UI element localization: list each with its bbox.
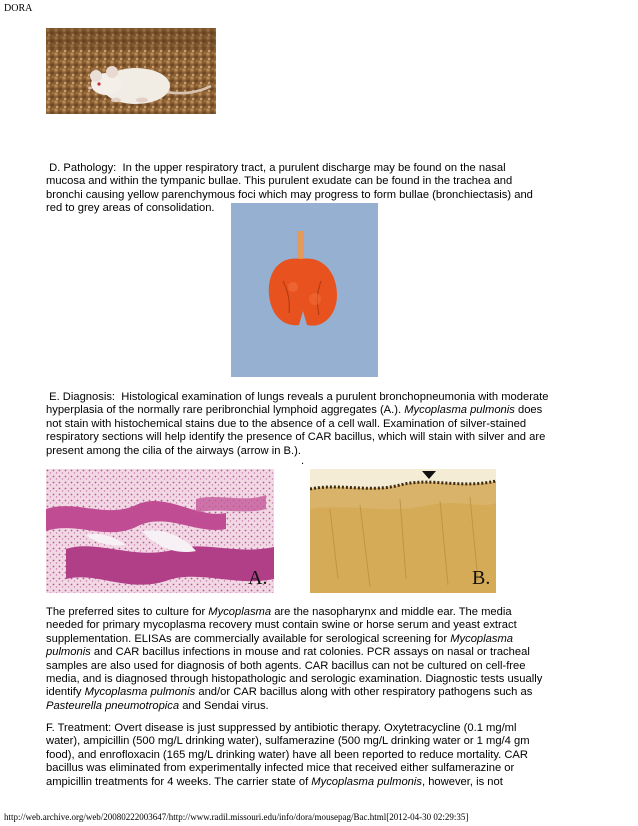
- section-f-line-3: food), and enrofloxacin (165 mg/L drinking water) have all been reported to reduce mortality. CAR: [46, 748, 528, 761]
- section-f-line-4: bacillus was eliminated from experimentally infected mice that received either sulfamerazine or: [46, 762, 515, 775]
- section-f-paragraph: [46, 722, 606, 789]
- footer-url: http://web.archive.org/web/20080222003647/http://www.radil.missouri.edu/info/dora/mousepag/Bac.html[2012-04-30 02:29:35]: [4, 812, 469, 822]
- histology-image-b: [310, 469, 496, 593]
- culture-line-1: The preferred sites to culture for Mycoplasma are the nasopharynx and middle ear. The media: [46, 606, 512, 618]
- culture-line-3: supplementation. ELISAs are commercially available for serological screening for Mycoplasma: [46, 632, 513, 645]
- culture-line-8: Pasteurella pneumotropica and Sendai virus.: [46, 699, 269, 712]
- section-e-line-5: present among the cilia of the airways (arrow in B.).: [46, 444, 301, 457]
- section-d-line-1: D. Pathology: In the upper respiratory tract, a purulent discharge may be found on the nasal: [49, 162, 506, 174]
- section-e-line-1: E. Diagnosis: Histological examination of lungs reveals a purulent bronchopneumonia with moderate: [49, 391, 549, 403]
- culture-line-2: needed for primary mycoplasma recovery must contain swine or horse serum and yeast extract: [46, 619, 517, 632]
- section-f-line-2: water), ampicillin (500 mg/L drinking water), sulfamerazine (500 mg/L drinking water or 1 mg/4 gm: [46, 735, 530, 748]
- culture-line-4: pulmonis and CAR bacillus infections in mouse and rat colonies. PCR assays on nasal or tracheal: [46, 646, 530, 659]
- section-e-line-2: hyperplasia of the normally rare peribronchial lymphoid aggregates (A.). Mycoplasma pulmonis does: [46, 404, 543, 417]
- lung-photo: [231, 203, 378, 377]
- section-e-line-3: not stain with histochemical stains due to the absence of a cell wall. Examination of silver-stained: [46, 417, 527, 430]
- histology-b-label: B.: [472, 567, 491, 589]
- section-e-paragraph: [46, 391, 606, 458]
- section-e-line-4: respiratory sections will help identify the presence of CAR bacillus, which will stain with silver and are: [46, 431, 546, 444]
- culture-line-5: samples are also used for diagnosis of both agents. CAR bacillus can not be cultured on cell-free: [46, 659, 526, 672]
- header-label: DORA: [4, 3, 33, 14]
- culture-line-6: media, and is diagnosed through histopathologic and serologic examination. Diagnostic tests usually: [46, 673, 543, 686]
- section-d-line-4: red to grey areas of consolidation.: [46, 202, 215, 215]
- section-e-heading: E. Diagnosis:: [49, 391, 116, 403]
- culture-paragraph: [46, 606, 606, 713]
- histology-a-label: A.: [248, 567, 268, 589]
- section-f-line-1: F. Treatment: Overt disease is just suppressed by antibiotic therapy. Oxytetracycline (0.1 mg/ml: [46, 722, 517, 734]
- stray-dot: .: [301, 455, 305, 467]
- section-d-line-3: bronchi causing yellow parenchymous foci which may progress to form bullae (bronchiectasis) and: [46, 188, 533, 201]
- section-f-line-5: ampicillin treatments for 4 weeks. The carrier state of Mycoplasma pulmonis, however, is not: [46, 775, 503, 788]
- section-d-heading: D. Pathology:: [49, 162, 117, 174]
- mouse-photo: [46, 28, 216, 114]
- section-d-line-2: mucosa and within the tympanic bullae. This purulent exudate can be found in the trachea and: [46, 175, 513, 188]
- histology-image-a: [46, 469, 274, 593]
- culture-line-7: identify Mycoplasma pulmonis and/or CAR bacillus along with other respiratory pathogens such as: [46, 686, 533, 699]
